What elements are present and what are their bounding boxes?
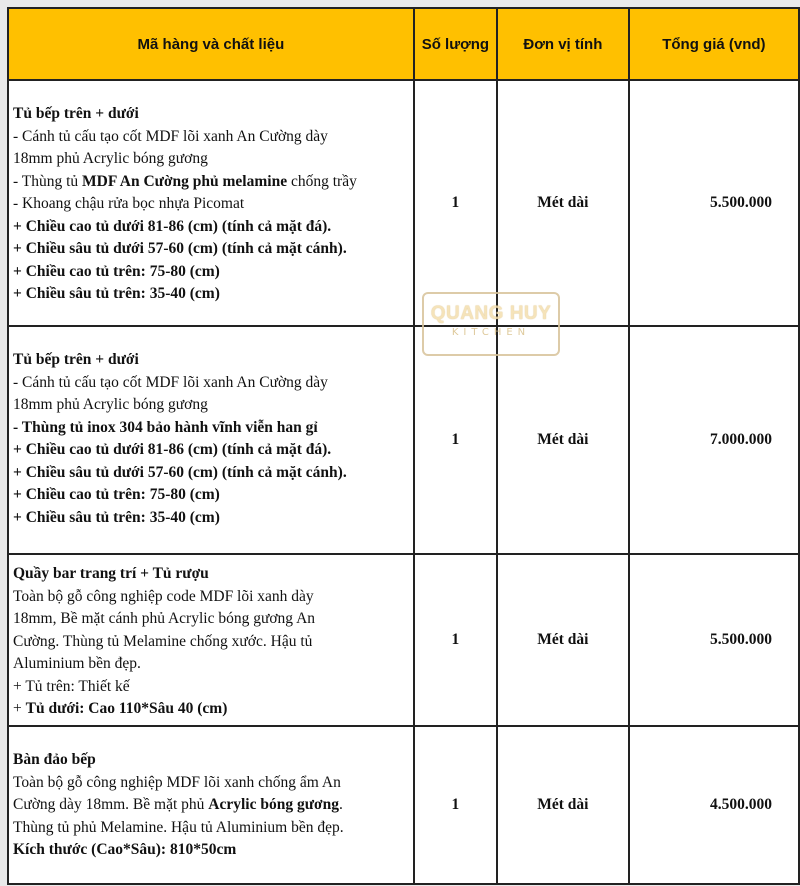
header-name: Mã hàng và chất liệu <box>8 8 414 80</box>
item-description: Tủ bếp trên + dưới - Cánh tủ cấu tạo cốt MDF lõi xanh An Cường dày 18mm phủ Acrylic bóng gương - Thùng tủ MDF An Cường phủ melamine chống trầy - Khoang chậu rửa bọc nhựa Picomat + Chiều cao tủ dưới 81-86 (cm) (tính cả mặt đá). + Chiều sâu tủ dưới 57-60 (cm) (tính cả mặt cánh). + Chiều cao tủ trên: 75-80 (cm) + Chiều sâu tủ trên: 35-40 (cm) <box>8 80 414 326</box>
item-title: Tủ bếp trên + dưới <box>13 351 139 368</box>
item-unit: Mét dài <box>497 80 629 326</box>
item-quantity: 1 <box>414 726 497 884</box>
item-total: 7.000.000 <box>629 326 799 554</box>
header-row <box>8 8 799 80</box>
item-unit: Mét dài <box>497 326 629 554</box>
item-total: 4.500.000 <box>629 726 799 884</box>
item-quantity: 1 <box>414 554 497 726</box>
quang-huy-kitchen-watermark <box>422 292 560 356</box>
item-title: Tủ bếp trên + dưới <box>13 105 139 122</box>
item-title: Bàn đảo bếp <box>13 751 96 768</box>
item-quantity: 1 <box>414 326 497 554</box>
item-title: Quầy bar trang trí + Tủ rượu <box>13 565 209 582</box>
item-description: Bàn đảo bếp Toàn bộ gỗ công nghiệp MDF lõi xanh chống ẩm An Cường dày 18mm. Bề mặt phủ Acrylic bóng gương. Thùng tủ phủ Melamine. Hậu tủ Aluminium bền đẹp. Kích thước (Cao*Sâu): 810*50cm <box>8 726 414 884</box>
item-quantity: 1 <box>414 80 497 326</box>
header-quantity: Số lượng <box>414 8 497 80</box>
table-row <box>8 554 799 726</box>
price-table <box>7 7 800 885</box>
item-unit: Mét dài <box>497 726 629 884</box>
watermark-brand: QUANG HUY <box>430 303 552 324</box>
header-unit: Đơn vị tính <box>497 8 629 80</box>
item-description: Tủ bếp trên + dưới - Cánh tủ cấu tạo cốt MDF lõi xanh An Cường dày 18mm phủ Acrylic bóng gương - Thùng tủ inox 304 bảo hành vĩnh viễn han gỉ + Chiều cao tủ dưới 81-86 (cm) (tính cả mặt đá). + Chiều sâu tủ dưới 57-60 (cm) (tính cả mặt cánh). + Chiều cao tủ trên: 75-80 (cm) + Chiều sâu tủ trên: 35-40 (cm) <box>8 326 414 554</box>
item-unit: Mét dài <box>497 554 629 726</box>
table-row <box>8 80 799 326</box>
header-total: Tổng giá (vnd) <box>629 8 799 80</box>
watermark-sub: KITCHEN <box>451 327 531 338</box>
item-total: 5.500.000 <box>629 80 799 326</box>
table-row <box>8 726 799 884</box>
item-total: 5.500.000 <box>629 554 799 726</box>
table-row <box>8 326 799 554</box>
item-description: Quầy bar trang trí + Tủ rượu Toàn bộ gỗ công nghiệp code MDF lõi xanh dày 18mm, Bề mặt cánh phủ Acrylic bóng gương An Cường. Thùng tủ Melamine chống xước. Hậu tủ Aluminium bền đẹp. + Tủ trên: Thiết kế + Tủ dưới: Cao 110*Sâu 40 (cm) <box>8 554 414 726</box>
